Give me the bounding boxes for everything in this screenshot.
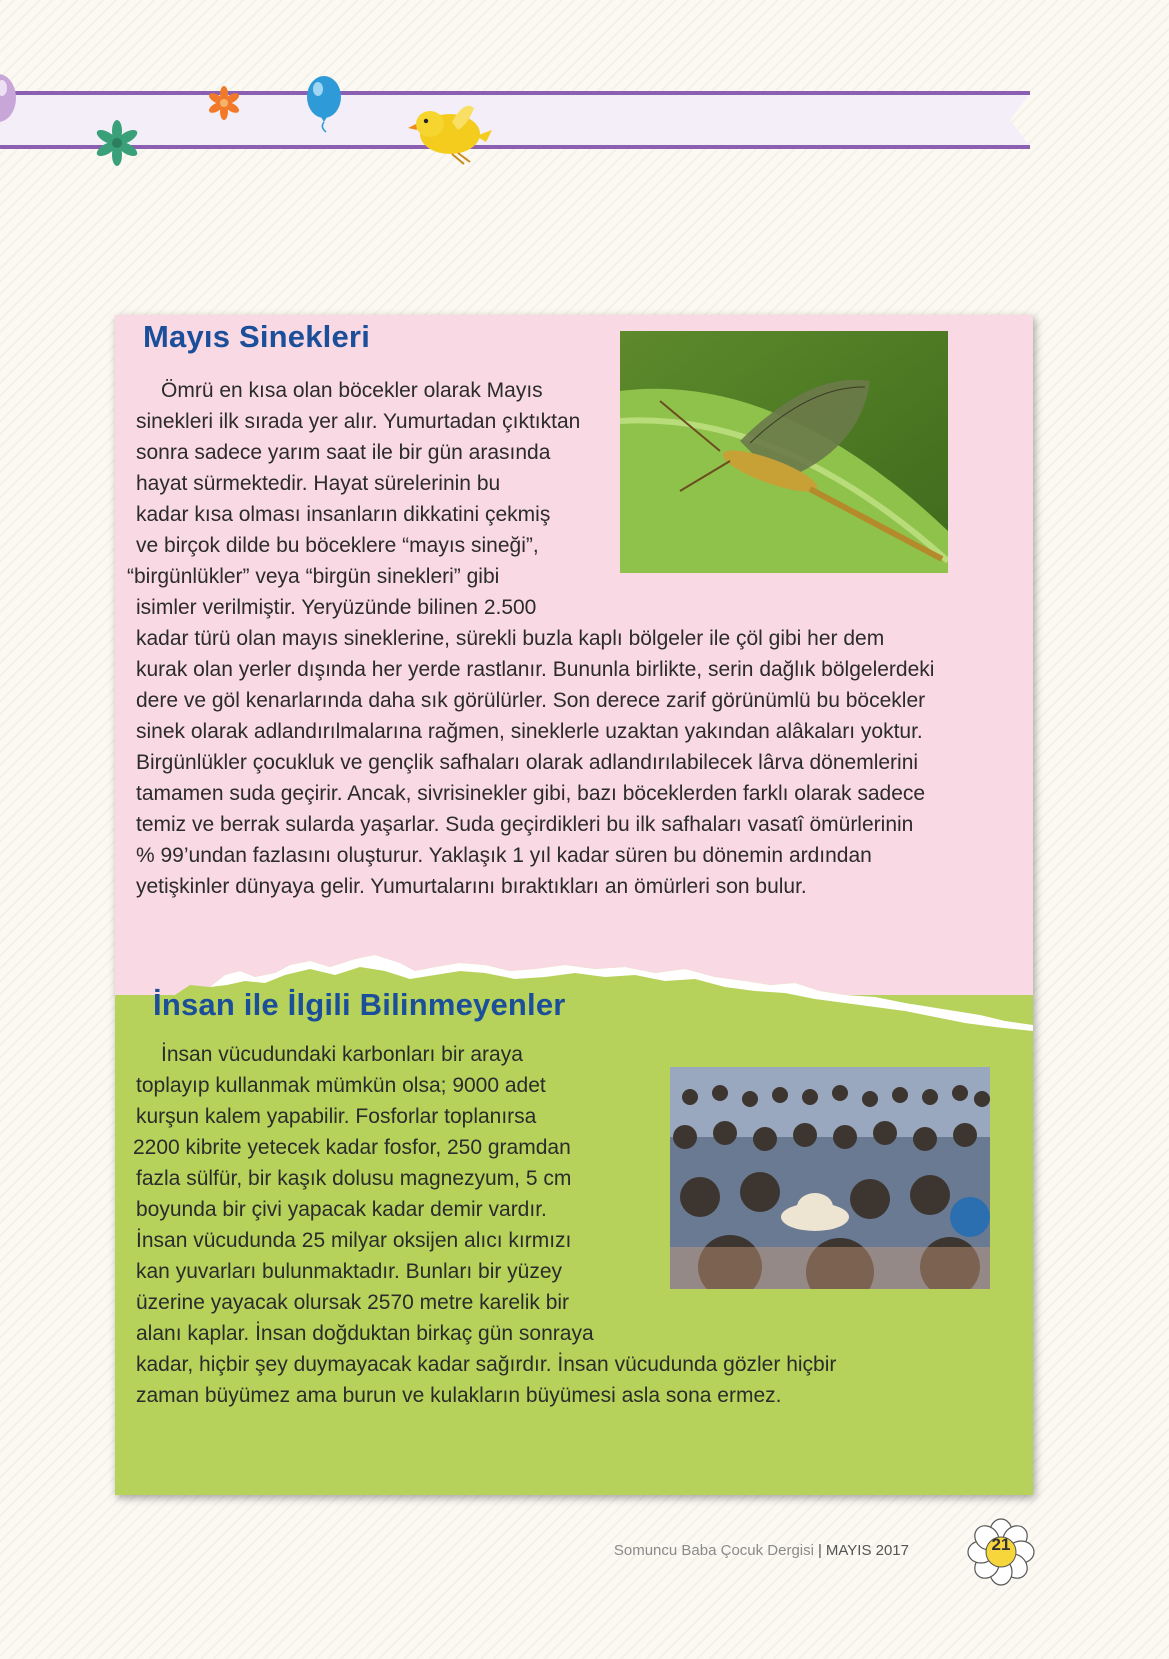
article2-line: İnsan vücudundaki karbonları bir araya [161,1043,523,1066]
article1-line: ve birçok dilde bu böceklere “mayıs sineği”, [136,534,539,557]
article2-line: alanı kaplar. İnsan doğduktan birkaç gün sonraya [136,1322,594,1345]
magazine-name: Somuncu Baba Çocuk Dergisi [613,1542,814,1559]
article2-line: kadar, hiçbir şey duymayacak kadar sağırdır. İnsan vücudunda gözler hiçbir [136,1353,837,1376]
article2-line: fazla sülfür, bir kaşık dolusu magnezyum, 5 cm [136,1167,572,1190]
article2-line: kurşun kalem yapabilir. Fosforlar toplanırsa [136,1105,537,1128]
article1-line: sinek olarak adlandırılmalarına rağmen, sineklerle uzaktan yakından alâkaları yoktur. [136,720,923,743]
yellow-bird-icon [408,100,492,170]
article2-line: boyunda bir çivi yapacak kadar demir vardır. [136,1198,547,1221]
article2-line: zaman büyümez ama burun ve kulakların büyümesi asla sona ermez. [136,1384,782,1407]
green-flower-icon [94,120,140,166]
article1-line: sonra sadece yarım saat ile bir gün arasında [136,441,551,464]
article2-line: 2200 kibrite yetecek kadar fosfor, 250 gramdan [133,1136,571,1159]
article1-line: % 99’undan fazlasını oluşturur. Yaklaşık 1 yıl kadar süren bu dönemin ardından [136,844,872,867]
article1-body [127,375,935,902]
page-footer [614,1542,909,1559]
purple-balloon-icon [0,70,20,130]
top-ribbon [0,90,1035,150]
article1-line: kadar türü olan mayıs sineklerine, sürekli buzla kaplı bölgeler ile çöl gibi her dem [136,627,885,650]
article2-line: İnsan vücudunda 25 milyar oksijen alıcı kırmızı [136,1229,572,1252]
article1-line: dere ve göl kenarlarında daha sık görülürler. Son derece zarif görünümlü bu böcekler [136,689,926,712]
article2-line: toplayıp kullanmak mümkün olsa; 9000 adet [136,1074,546,1097]
blue-balloon-icon [304,75,346,133]
article1-line: yetişkinler dünyaya gelir. Yumurtalarını bıraktıkları an ömürleri son bulur. [136,875,807,898]
article1-line: hayat sürmektedir. Hayat sürelerinin bu [136,472,501,495]
article1-line: Birgünlükler çocukluk ve gençlik safhaları olarak adlandırılabilecek lârva dönemlerini [136,751,919,774]
article1-title: Mayıs Sinekleri [143,319,371,354]
footer-separator: | [817,1542,822,1559]
article1-line: sinekleri ilk sırada yer alır. Yumurtadan çıktıktan [136,410,581,433]
article1-line: kadar kısa olması insanların dikkatini çekmiş [136,503,551,526]
article1-line: “birgünlükler” veya “birgün sinekleri” gibi [127,565,500,588]
article2-title: İnsan ile İlgili Bilinmeyenler [153,987,566,1022]
article-card [115,315,1033,1495]
article1-line: tamamen suda geçirir. Ancak, sivrisinekler gibi, bazı böceklerden farklı olarak sadece [136,782,926,805]
article1-line: isimler verilmiştir. Yeryüzünde bilinen 2.500 [136,596,537,619]
article2-line: üzerine yayacak olursak 2570 metre karelik bir [136,1291,570,1314]
article2-line: kan yuvarları bulunmaktadır. Bunları bir yüzey [136,1260,563,1283]
article1-line: kurak olan yerler dışında her yerde rastlanır. Bununla birlikte, serin dağlık bölgelerdeki [136,658,935,681]
article1-line: Ömrü en kısa olan böcekler olarak Mayıs [161,379,543,402]
issue-month: MAYIS 2017 [825,1542,909,1559]
article1-line: temiz ve berrak sularda yaşarlar. Suda geçirdikleri bu ilk safhaları vasatî ömürlerinin [136,813,914,836]
article2-body [133,1039,836,1411]
page-number: 21 [991,1535,1011,1554]
orange-flower-icon [207,86,241,120]
